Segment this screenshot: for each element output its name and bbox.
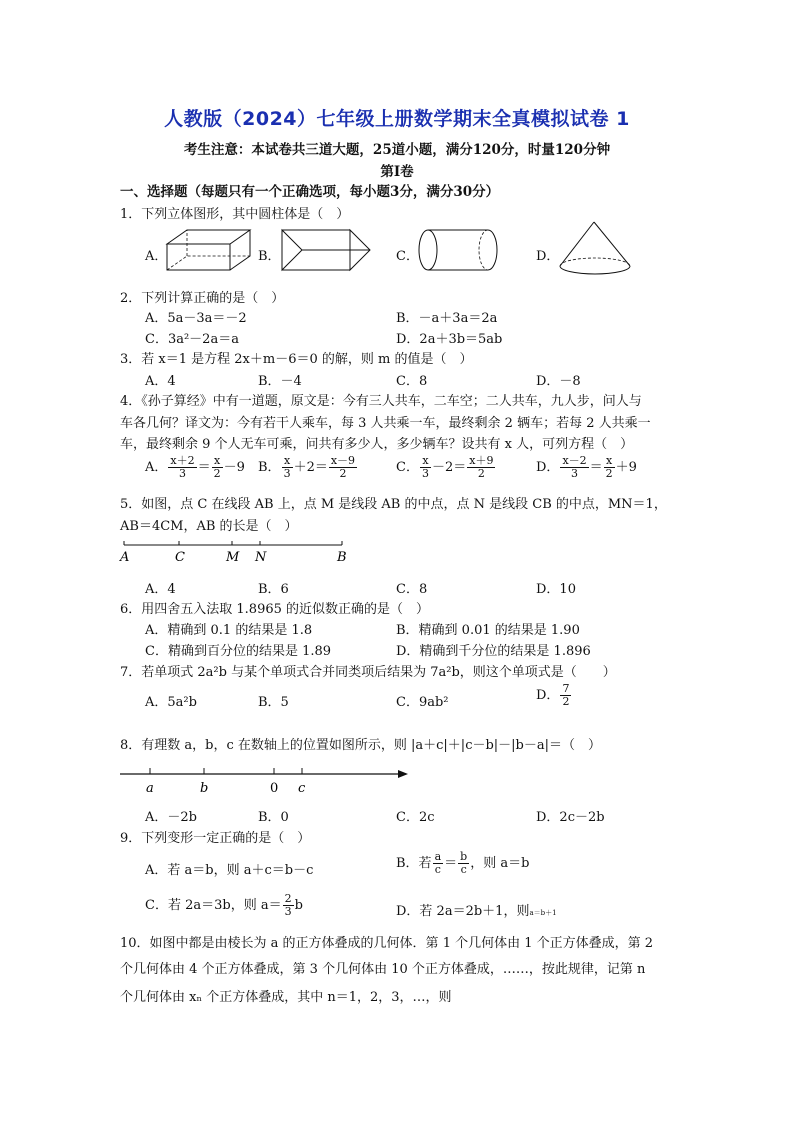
q3-option-a: A．4 — [145, 374, 176, 389]
q4-stem-line3: 车，最终剩余 9 个人无车可乘，问共有多少人，多少辆车？设共有 x 人，可列方程（ ） — [120, 437, 634, 452]
axis-label-c: c — [298, 781, 306, 796]
q7-option-c: C．9ab² — [396, 695, 449, 710]
fraction: $\frac{x}{2}$ — [213, 454, 221, 480]
q4-option-d: D． $\frac{x-2}{3}$ ＝ $\frac{x}{2}$ ＋9 — [536, 454, 637, 480]
point-m-label: M — [226, 550, 240, 565]
fraction: $\frac{x}{2}$ — [605, 454, 613, 480]
axis-label-zero: 0 — [270, 781, 279, 796]
q7-option-a: A．5a²b — [145, 695, 197, 710]
point-n-label: N — [255, 550, 267, 565]
volume-label: 第Ⅰ卷 — [380, 164, 414, 180]
q2-option-c: C．3a²－2a＝a — [145, 332, 239, 347]
number-line-diagram — [118, 764, 418, 796]
q4-option-a: A． $\frac{x+2}{3}$ ＝ $\frac{x}{2}$ －9 — [145, 454, 245, 480]
fraction: $\frac{a}{c}$ — [434, 850, 442, 876]
q5-option-b: B．6 — [258, 582, 289, 597]
q7-stem: 7．若单项式 2a²b 与某个单项式合并同类项后结果为 7a²b，则这个单项式是（ ） — [120, 665, 616, 680]
q10-line2: 个几何体由 4 个正方体叠成，第 3 个几何体由 10 个正方体叠成，……，按此规律，记第 n — [120, 962, 646, 977]
exam-title: 人教版（2024）七年级上册数学期末全真模拟试卷 1 — [164, 108, 630, 130]
fraction: $\frac{x}{3}$ — [283, 454, 291, 480]
q10-line3: 个几何体由 xₙ 个正方体叠成，其中 n＝1，2，3，…，则 — [120, 990, 452, 1005]
q3-option-b: B．－4 — [258, 374, 302, 389]
q4-stem-line2: 车各几何？译文为：今有若干人乘车，每 3 人共乘一车，最终剩余 2 辆车；若每 2 人共乘一 — [120, 416, 651, 431]
q9-option-c: C．若 2a＝3b，则 a＝ $\frac{2}{3}$ b — [145, 892, 303, 918]
cone-figure — [556, 218, 636, 278]
point-b-label: B — [337, 550, 347, 565]
q6-option-b: B．精确到 0.01 的结果是 1.90 — [396, 623, 580, 638]
cylinder-figure — [416, 226, 502, 274]
q9-option-d: D．若 2a＝2b＋1，则a＝b＋1 — [396, 904, 557, 919]
q10-line1: 10．如图中都是由棱长为 a 的正方体叠成的几何体．第 1 个几何体由 1 个正方体叠成，第 2 — [120, 936, 654, 951]
q1-stem: 1．下列立体图形，其中圆柱体是（ ） — [120, 207, 350, 222]
triangular-prism-figure — [278, 226, 376, 274]
rectangular-prism-figure — [165, 226, 255, 272]
q1-label-b: B． — [258, 249, 281, 264]
q6-option-d: D．精确到千分位的结果是 1.896 — [396, 644, 591, 659]
q5-option-c: C．8 — [396, 582, 428, 597]
q4-option-b: B． $\frac{x}{3}$ ＋2＝ $\frac{x-9}{2}$ — [258, 454, 356, 480]
q8-option-b: B．0 — [258, 810, 289, 825]
q1-label-a: A． — [145, 249, 168, 264]
q1-label-c: C． — [396, 249, 419, 264]
q3-option-c: C．8 — [396, 374, 428, 389]
point-c-label: C — [175, 550, 185, 565]
fraction: $\frac{2}{3}$ — [284, 892, 292, 918]
q2-stem: 2．下列计算正确的是（ ） — [120, 291, 285, 306]
q8-option-a: A．－2b — [145, 810, 197, 825]
q8-stem: 8．有理数 a，b，c 在数轴上的位置如图所示，则 |a＋c|＋|c－b|－|b－a|＝（ ） — [120, 738, 602, 753]
fraction: $\frac{b}{c}$ — [460, 850, 468, 876]
exam-notice: 考生注意：本试卷共三道大题，25道小题，满分120分，时量120分钟 — [183, 142, 611, 158]
fraction: $\frac{x+9}{2}$ — [469, 454, 494, 480]
q5-stem-line2: AB＝4CM，AB 的长是（ ） — [120, 519, 298, 534]
fraction: $\frac{x-2}{3}$ — [562, 454, 587, 480]
arrow-icon — [398, 770, 408, 778]
axis-label-a: a — [146, 781, 154, 796]
q8-option-d: D．2c－2b — [536, 810, 605, 825]
segment-diagram — [118, 537, 358, 567]
section-heading: 一、选择题（每题只有一个正确选项，每小题3分，满分30分） — [120, 184, 500, 200]
q7-option-d: D． $\frac{7}{2}$ — [536, 682, 570, 708]
fraction: $\frac{7}{2}$ — [562, 682, 570, 708]
q3-option-d: D．－8 — [536, 374, 581, 389]
q6-option-a: A．精确到 0.1 的结果是 1.8 — [145, 623, 313, 638]
q4-option-a-label: A． — [145, 460, 168, 475]
q8-option-c: C．2c — [396, 810, 435, 825]
fraction: $\frac{x+2}{3}$ — [170, 454, 195, 480]
q5-option-d: D．10 — [536, 582, 576, 597]
q9-option-a: A．若 a＝b，则 a＋c＝b－c — [145, 863, 314, 878]
q4-option-c: C． $\frac{x}{3}$ －2＝ $\frac{x+9}{2}$ — [396, 454, 494, 480]
q1-label-d: D． — [536, 249, 560, 264]
q4-stem-line1: 4．《孙子算经》中有一道题，原文是：今有三人共车，二车空；二人共车，九人步，问人与 — [120, 394, 642, 409]
q9-stem: 9．下列变形一定正确的是（ ） — [120, 831, 311, 846]
point-a-label: A — [120, 550, 130, 565]
q6-option-c: C．精确到百分位的结果是 1.89 — [145, 644, 332, 659]
q5-stem-line1: 5．如图，点 C 在线段 AB 上，点 M 是线段 AB 的中点，点 N 是线段 CB 的中点，MN＝1， — [120, 497, 667, 512]
q2-option-a: A．5a－3a＝－2 — [145, 311, 247, 326]
q5-option-a: A．4 — [145, 582, 176, 597]
fraction: $\frac{x}{3}$ — [421, 454, 429, 480]
q3-stem: 3．若 x＝1 是方程 2x＋m－6＝0 的解，则 m 的值是（ ） — [120, 352, 473, 367]
q9-option-b: B．若 $\frac{a}{c}$ ＝ $\frac{b}{c}$ ，则 a＝b — [396, 850, 530, 876]
axis-label-b: b — [200, 781, 209, 796]
q7-option-b: B．5 — [258, 695, 289, 710]
fraction: $\frac{x-9}{2}$ — [330, 454, 356, 480]
q6-stem: 6．用四舍五入法取 1.8965 的近似数正确的是（ ） — [120, 602, 430, 617]
q2-option-d: D．2a＋3b＝5ab — [396, 332, 503, 347]
q2-option-b: B．－a＋3a＝2a — [396, 311, 498, 326]
